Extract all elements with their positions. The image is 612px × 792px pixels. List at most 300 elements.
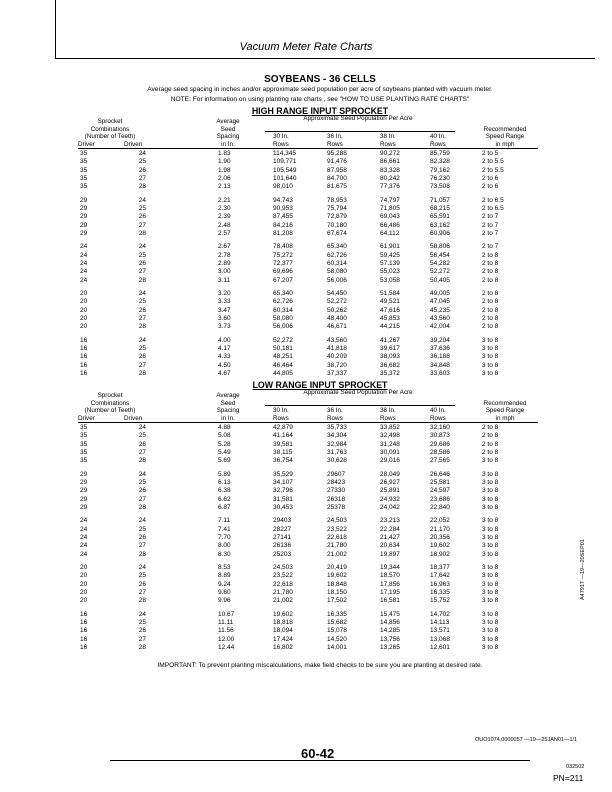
cell-speed-range: 2 to 8 bbox=[482, 323, 499, 331]
cell-rows-40: 68,215 bbox=[430, 205, 450, 212]
cell-rows-38: 83,328 bbox=[380, 166, 400, 174]
table-row bbox=[0, 487, 612, 495]
cell-driven: 26 bbox=[138, 534, 146, 541]
cell-spacing: 12.00 bbox=[218, 635, 235, 643]
cell-driven: 24 bbox=[138, 424, 146, 431]
cell-driver: 35 bbox=[80, 424, 88, 431]
cell-rows-30: 36,754 bbox=[273, 457, 293, 465]
header-rows38-line2: Rows bbox=[380, 140, 396, 148]
table-row bbox=[0, 551, 612, 559]
table-row bbox=[0, 504, 612, 512]
cell-rows-36: 91,476 bbox=[327, 158, 347, 166]
cell-rows-40: 54,282 bbox=[430, 260, 450, 267]
cell-driver: 29 bbox=[80, 196, 88, 204]
cell-driven: 24 bbox=[138, 610, 146, 618]
cell-spacing: 11.56 bbox=[218, 627, 234, 635]
cell-rows-40: 52,272 bbox=[430, 268, 450, 276]
cell-driven: 24 bbox=[138, 470, 146, 478]
cell-driver: 16 bbox=[80, 361, 88, 369]
cell-spacing: 2.57 bbox=[218, 229, 231, 237]
header-average-line4: in In. bbox=[221, 414, 235, 422]
table-row bbox=[0, 323, 612, 331]
cell-driven: 26 bbox=[138, 440, 146, 448]
cell-rows-38: 24,932 bbox=[380, 495, 400, 503]
cell-driver: 24 bbox=[80, 251, 88, 259]
cell-speed-range: 3 to 8 bbox=[482, 627, 499, 635]
header-driven: Driven bbox=[124, 140, 143, 148]
cell-rows-38: 14,285 bbox=[380, 627, 400, 635]
cell-driver: 16 bbox=[80, 336, 88, 344]
cell-driver: 16 bbox=[80, 345, 88, 353]
cell-rows-40: 33,603 bbox=[430, 370, 450, 377]
table-row bbox=[0, 298, 612, 306]
cell-rows-36: 37,337 bbox=[327, 370, 347, 377]
cell-driver: 29 bbox=[80, 213, 88, 221]
table-row bbox=[0, 183, 612, 191]
header-recommended-line1: Recommended bbox=[483, 399, 527, 407]
cell-rows-30: 31,581 bbox=[273, 495, 293, 503]
cell-driver: 29 bbox=[80, 487, 88, 495]
cell-rows-36: 22,618 bbox=[327, 534, 347, 541]
cell-rows-30: 32,796 bbox=[273, 487, 293, 495]
cell-spacing: 7.11 bbox=[218, 517, 231, 525]
cell-speed-range: 3 to 8 bbox=[482, 542, 499, 550]
header-recommended-line2: Speed Range bbox=[485, 133, 525, 140]
cell-rows-40: 65,591 bbox=[430, 213, 450, 221]
cell-driver: 29 bbox=[80, 503, 88, 511]
cell-driven: 28 bbox=[138, 183, 146, 191]
table-row bbox=[0, 345, 612, 353]
cell-driver: 29 bbox=[80, 495, 88, 503]
table-row bbox=[0, 158, 612, 166]
cell-rows-38: 20,634 bbox=[380, 542, 400, 550]
side-reference-id: A47917 —19—20SEP01 bbox=[580, 539, 586, 600]
cell-speed-range: 2 to 8 bbox=[482, 306, 499, 314]
cell-driven: 24 bbox=[138, 517, 146, 525]
cell-rows-40: 12,601 bbox=[430, 644, 450, 651]
cell-rows-38: 14,856 bbox=[380, 619, 400, 627]
cell-spacing: 4.67 bbox=[218, 370, 231, 377]
table-row bbox=[0, 307, 612, 315]
cell-rows-30: 18,094 bbox=[273, 627, 293, 635]
cell-driven: 26 bbox=[138, 166, 146, 174]
cell-driven: 26 bbox=[138, 213, 146, 221]
table-row bbox=[0, 213, 612, 221]
header-average-line1: Average bbox=[216, 118, 240, 125]
cell-rows-38: 35,372 bbox=[380, 370, 400, 377]
cell-driven: 24 bbox=[138, 243, 146, 251]
cell-rows-40: 26,646 bbox=[430, 470, 450, 478]
cell-rows-30: 16,802 bbox=[273, 644, 293, 651]
cell-rows-36: 56,006 bbox=[327, 276, 347, 284]
cell-spacing: 1.90 bbox=[218, 158, 231, 166]
cell-driver: 35 bbox=[80, 440, 88, 448]
cell-rows-40: 50,405 bbox=[430, 276, 450, 284]
header-rows38-line1: 38 In. bbox=[380, 407, 396, 414]
cell-rows-30: 39,581 bbox=[273, 440, 293, 448]
cell-rows-30: 84,216 bbox=[273, 221, 293, 229]
cell-driven: 27 bbox=[138, 542, 146, 550]
cell-driven: 27 bbox=[138, 635, 146, 643]
cell-rows-38: 16,581 bbox=[380, 597, 400, 605]
cell-driver: 20 bbox=[80, 597, 88, 605]
cell-driver: 35 bbox=[80, 457, 88, 465]
header-average-line4: in In. bbox=[221, 140, 235, 148]
cell-rows-38: 77,376 bbox=[380, 183, 400, 191]
cell-rows-40: 18,377 bbox=[430, 564, 450, 572]
table-row bbox=[0, 290, 612, 298]
cell-driver: 20 bbox=[80, 323, 88, 331]
cell-driven: 26 bbox=[138, 353, 146, 361]
cell-driver: 20 bbox=[80, 589, 88, 596]
cell-driver: 16 bbox=[80, 619, 88, 627]
cell-driven: 28 bbox=[138, 550, 146, 558]
cell-rows-38: 39,617 bbox=[380, 345, 400, 353]
header-recommended-line1: Recommended bbox=[483, 125, 527, 133]
cell-rows-30: 56,006 bbox=[273, 323, 293, 331]
table-row bbox=[0, 581, 612, 589]
header-average-line3: Spacing bbox=[216, 133, 240, 140]
cell-rows-36: 81,675 bbox=[327, 183, 347, 191]
table-row bbox=[0, 589, 612, 597]
cell-rows-38: 47,616 bbox=[380, 306, 400, 314]
table-row bbox=[0, 619, 612, 627]
cell-spacing: 5.08 bbox=[218, 432, 231, 440]
table-row bbox=[0, 167, 612, 175]
header-sprocket-line3: (Number of Teeth) bbox=[84, 407, 136, 414]
cell-speed-range: 3 to 8 bbox=[482, 336, 499, 344]
cell-speed-range: 2 to 5.5 bbox=[482, 158, 504, 166]
table-row bbox=[0, 636, 612, 644]
cell-driver: 20 bbox=[80, 290, 88, 298]
cell-spacing: 2.13 bbox=[218, 183, 231, 191]
table-row bbox=[0, 432, 612, 440]
cell-rows-36: 34,304 bbox=[327, 432, 347, 440]
cell-rows-40: 47,045 bbox=[430, 298, 450, 306]
cell-rows-30: 22,618 bbox=[273, 580, 293, 588]
cell-rows-30: 42,879 bbox=[273, 424, 293, 431]
table-row bbox=[0, 496, 612, 504]
cell-speed-range: 2 to 8 bbox=[482, 268, 499, 276]
cell-spacing: 4.33 bbox=[218, 353, 231, 361]
cell-spacing: 4.50 bbox=[218, 361, 231, 369]
cell-rows-30: 65,340 bbox=[273, 290, 293, 298]
cell-speed-range: 3 to 8 bbox=[482, 597, 499, 605]
cell-spacing: 3.33 bbox=[218, 298, 231, 306]
cell-rows-38: 30,091 bbox=[380, 448, 400, 456]
cell-rows-36: 32,984 bbox=[327, 440, 347, 448]
cell-driven: 28 bbox=[138, 457, 146, 465]
header-rows36-line2: Rows bbox=[327, 140, 343, 148]
cell-driven: 26 bbox=[138, 487, 146, 495]
cell-rows-38: 90,272 bbox=[380, 150, 400, 157]
cell-driver: 16 bbox=[80, 644, 88, 651]
table-row bbox=[0, 534, 612, 542]
cell-speed-range: 3 to 8 bbox=[482, 610, 499, 618]
section-title-text: LOW RANGE INPUT SPROCKET bbox=[252, 380, 388, 390]
cell-speed-range: 3 to 8 bbox=[482, 550, 499, 558]
cell-rows-40: 24,597 bbox=[430, 487, 450, 495]
cell-speed-range: 3 to 8 bbox=[482, 457, 499, 465]
table-row bbox=[0, 597, 612, 605]
cell-spacing: 5.28 bbox=[218, 440, 231, 448]
cell-rows-36: 18,848 bbox=[327, 580, 347, 588]
cell-speed-range: 2 to 8 bbox=[482, 260, 499, 267]
footer-rule bbox=[110, 760, 530, 761]
cell-driver: 20 bbox=[80, 564, 88, 572]
table-row bbox=[0, 353, 612, 361]
table-row bbox=[0, 627, 612, 635]
cell-spacing: 1.83 bbox=[218, 150, 231, 157]
cell-spacing: 6.87 bbox=[218, 503, 231, 511]
cell-rows-40: 22,052 bbox=[430, 517, 450, 525]
cell-rows-40: 58,806 bbox=[430, 243, 450, 251]
cell-speed-range: 2 to 6 bbox=[482, 174, 499, 182]
table-row bbox=[0, 572, 612, 580]
header-sprocket-line1: Sprocket bbox=[97, 392, 123, 399]
cell-rows-36: 62,726 bbox=[327, 251, 347, 259]
cell-rows-36: 72,879 bbox=[327, 213, 347, 221]
cell-driven: 28 bbox=[138, 370, 146, 377]
cell-driver: 29 bbox=[80, 479, 88, 486]
cell-speed-range: 3 to 8 bbox=[482, 572, 499, 580]
cell-driven: 25 bbox=[138, 251, 146, 259]
cell-rows-40: 14,702 bbox=[430, 610, 450, 618]
cell-driven: 25 bbox=[138, 479, 146, 486]
cell-driver: 24 bbox=[80, 243, 88, 251]
cell-driven: 28 bbox=[138, 323, 146, 331]
cell-rows-40: 28,586 bbox=[430, 448, 450, 456]
header-rows40-line1: 40 In. bbox=[430, 407, 446, 414]
cell-driven: 28 bbox=[138, 229, 146, 237]
cell-speed-range: 2 to 7 bbox=[482, 243, 499, 251]
cell-rows-30: 35,529 bbox=[273, 470, 293, 478]
cell-rows-36: 14,520 bbox=[327, 635, 347, 643]
cell-speed-range: 3 to 8 bbox=[482, 353, 499, 361]
cell-driver: 29 bbox=[80, 205, 88, 212]
header-rows30-line2: Rows bbox=[273, 414, 289, 422]
cell-rows-40: 49,005 bbox=[430, 290, 450, 298]
table-row bbox=[0, 268, 612, 276]
cell-spacing: 3.73 bbox=[218, 323, 231, 331]
table-row bbox=[0, 362, 612, 370]
cell-rows-30: 28227 bbox=[273, 525, 292, 533]
cell-rows-30: 114,345 bbox=[273, 150, 297, 157]
cell-spacing: 7.41 bbox=[218, 525, 231, 533]
cell-rows-36: 48,400 bbox=[327, 315, 347, 322]
cell-rows-30: 58,080 bbox=[273, 315, 293, 322]
header-rows30-line1: 30 In. bbox=[273, 133, 289, 140]
cell-rows-38: 33,852 bbox=[380, 424, 400, 431]
cell-rows-36: 35,733 bbox=[327, 424, 347, 431]
cell-rows-36: 29607 bbox=[327, 470, 346, 478]
table-row bbox=[0, 526, 612, 534]
table-row bbox=[0, 315, 612, 323]
cell-rows-38: 49,521 bbox=[380, 298, 400, 306]
cell-rows-36: 23,522 bbox=[327, 525, 347, 533]
cell-spacing: 4.00 bbox=[218, 336, 231, 344]
cell-rows-30: 81,208 bbox=[273, 229, 293, 237]
cell-speed-range: 3 to 8 bbox=[482, 534, 499, 541]
cell-speed-range: 2 to 8 bbox=[482, 298, 499, 306]
cell-driver: 29 bbox=[80, 221, 88, 229]
header-rows40-line2: Rows bbox=[430, 414, 446, 422]
cell-rows-36: 40,209 bbox=[327, 353, 347, 361]
cell-driver: 35 bbox=[80, 158, 88, 166]
table-row bbox=[0, 252, 612, 260]
header-recommended-line3: in mph bbox=[495, 140, 515, 148]
cell-rows-36: 70,180 bbox=[327, 221, 347, 229]
table-row bbox=[0, 611, 612, 619]
cell-spacing: 5.89 bbox=[218, 470, 231, 478]
cell-rows-36: 21,002 bbox=[327, 550, 347, 558]
cell-rows-40: 22,840 bbox=[430, 503, 450, 511]
header-rule bbox=[55, 58, 595, 59]
cell-spacing: 3.47 bbox=[218, 306, 231, 314]
cell-rows-36: 65,340 bbox=[327, 243, 347, 251]
cell-rows-30: 87,455 bbox=[273, 213, 293, 221]
table-row bbox=[0, 424, 612, 432]
cell-rows-30: 90,953 bbox=[273, 205, 293, 212]
table-row bbox=[0, 457, 612, 465]
cell-spacing: 9.96 bbox=[218, 597, 231, 605]
cell-speed-range: 2 to 6.5 bbox=[482, 205, 504, 212]
cell-speed-range: 3 to 8 bbox=[482, 589, 499, 596]
header-driven: Driven bbox=[124, 414, 143, 422]
cell-rows-36: 95,288 bbox=[327, 150, 347, 157]
cell-rows-30: 41,164 bbox=[273, 432, 293, 440]
cell-speed-range: 3 to 8 bbox=[482, 635, 499, 643]
cell-spacing: 2.21 bbox=[218, 196, 231, 204]
cell-rows-40: 16,963 bbox=[430, 580, 450, 588]
cell-driver: 20 bbox=[80, 298, 88, 306]
cell-rows-40: 85,759 bbox=[430, 150, 450, 157]
cell-rows-36: 18,150 bbox=[327, 589, 347, 596]
cell-spacing: 6.62 bbox=[218, 495, 231, 503]
cell-rows-30: 38,115 bbox=[273, 448, 293, 456]
cell-rows-40: 73,508 bbox=[430, 183, 450, 191]
cell-rows-30: 101,640 bbox=[273, 174, 297, 182]
header-population: Approximate Seed Population Per Acre bbox=[303, 389, 413, 396]
table-row bbox=[0, 277, 612, 285]
cell-driven: 25 bbox=[138, 345, 146, 353]
cell-rows-36: 20,419 bbox=[327, 564, 347, 572]
cell-rows-38: 80,242 bbox=[380, 174, 400, 182]
cell-rows-38: 13,756 bbox=[380, 635, 400, 643]
cell-driver: 29 bbox=[80, 229, 88, 237]
cell-rows-38: 23,213 bbox=[380, 517, 400, 525]
cell-rows-36: 16,335 bbox=[327, 610, 347, 618]
cell-rows-36: 54,450 bbox=[327, 290, 347, 298]
cell-rows-38: 53,058 bbox=[380, 276, 400, 284]
cell-driven: 27 bbox=[138, 589, 146, 596]
cell-rows-38: 19,344 bbox=[380, 564, 400, 572]
cell-driver: 16 bbox=[80, 353, 88, 361]
cell-rows-38: 41,267 bbox=[380, 336, 400, 344]
cell-driver: 24 bbox=[80, 268, 88, 276]
cell-rows-30: 44,805 bbox=[273, 370, 293, 377]
chart-note: NOTE: For information on using planting rate charts , see "HOW TO USE PLANTING RATE CHARTS" bbox=[170, 96, 470, 103]
footer-small-code: 032502 bbox=[566, 764, 585, 770]
cell-spacing: 3.11 bbox=[218, 276, 231, 284]
cell-driver: 20 bbox=[80, 572, 88, 580]
cell-rows-38: 31,248 bbox=[380, 440, 400, 448]
header-rows38-line1: 38 In. bbox=[380, 133, 396, 140]
cell-rows-38: 74,797 bbox=[380, 196, 400, 204]
header-rows36-line1: 36 In. bbox=[327, 407, 343, 414]
cell-rows-40: 45,235 bbox=[430, 306, 450, 314]
cell-speed-range: 2 to 8 bbox=[482, 432, 499, 440]
cell-rows-36: 30,628 bbox=[327, 457, 347, 465]
cell-rows-36: 14,001 bbox=[327, 644, 347, 651]
cell-rows-40: 34,848 bbox=[430, 361, 450, 369]
cell-rows-38: 45,853 bbox=[380, 315, 400, 322]
cell-spacing: 3.60 bbox=[218, 315, 231, 322]
cell-rows-30: 67,207 bbox=[273, 276, 293, 284]
cell-spacing: 4.88 bbox=[218, 424, 231, 431]
cell-rows-36: 24,503 bbox=[327, 517, 347, 525]
cell-rows-36: 78,953 bbox=[327, 196, 347, 204]
cell-rows-30: 29403 bbox=[273, 517, 292, 525]
running-header: Vacuum Meter Rate Charts bbox=[239, 41, 373, 53]
cell-rows-30: 72,377 bbox=[273, 260, 293, 267]
header-sprocket-line1: Sprocket bbox=[97, 118, 123, 125]
cell-rows-40: 15,752 bbox=[430, 597, 450, 605]
cell-rows-36: 58,080 bbox=[327, 268, 347, 276]
cell-rows-38: 21,427 bbox=[380, 534, 400, 541]
cell-rows-30: 21,002 bbox=[273, 597, 293, 605]
cell-rows-30: 25203 bbox=[273, 550, 292, 558]
cell-rows-30: 34,107 bbox=[273, 479, 293, 486]
cell-driven: 27 bbox=[138, 495, 146, 503]
header-average-line1: Average bbox=[216, 392, 240, 399]
header-rows30-line2: Rows bbox=[273, 140, 289, 148]
cell-spacing: 2.89 bbox=[218, 260, 231, 267]
cell-spacing: 5.69 bbox=[218, 457, 231, 465]
table-row bbox=[0, 197, 612, 205]
cell-rows-38: 57,139 bbox=[380, 260, 400, 267]
cell-driven: 25 bbox=[138, 298, 146, 306]
cell-rows-40: 27,565 bbox=[430, 457, 450, 465]
cell-rows-38: 36,682 bbox=[380, 361, 400, 369]
cell-spacing: 2.39 bbox=[218, 213, 231, 221]
cell-rows-40: 32,160 bbox=[430, 424, 450, 431]
cell-speed-range: 2 to 8 bbox=[482, 440, 499, 448]
cell-spacing: 1.98 bbox=[218, 166, 231, 174]
table-row bbox=[0, 370, 612, 378]
table-row bbox=[0, 542, 612, 550]
cell-rows-40: 63,162 bbox=[430, 221, 450, 229]
table-row bbox=[0, 564, 612, 572]
cell-rows-38: 69,043 bbox=[380, 213, 400, 221]
table-row bbox=[0, 441, 612, 449]
cell-rows-40: 20,356 bbox=[430, 534, 450, 541]
population-header-rule bbox=[265, 405, 455, 406]
cell-spacing: 5.49 bbox=[218, 448, 231, 456]
cell-driver: 20 bbox=[80, 306, 88, 314]
cell-spacing: 10.67 bbox=[218, 610, 235, 618]
table-row bbox=[0, 175, 612, 183]
cell-rows-38: 44,215 bbox=[380, 323, 400, 331]
cell-speed-range: 2 to 8 bbox=[482, 290, 499, 298]
cell-spacing: 2.67 bbox=[218, 243, 231, 251]
cell-driver: 29 bbox=[80, 470, 88, 478]
cell-rows-30: 62,726 bbox=[273, 298, 293, 306]
cell-driven: 24 bbox=[138, 564, 146, 572]
section-title-text: HIGH RANGE INPUT SPROCKET bbox=[251, 106, 389, 116]
cell-rows-38: 86,661 bbox=[380, 158, 400, 166]
cell-rows-30: 18,818 bbox=[273, 619, 293, 627]
